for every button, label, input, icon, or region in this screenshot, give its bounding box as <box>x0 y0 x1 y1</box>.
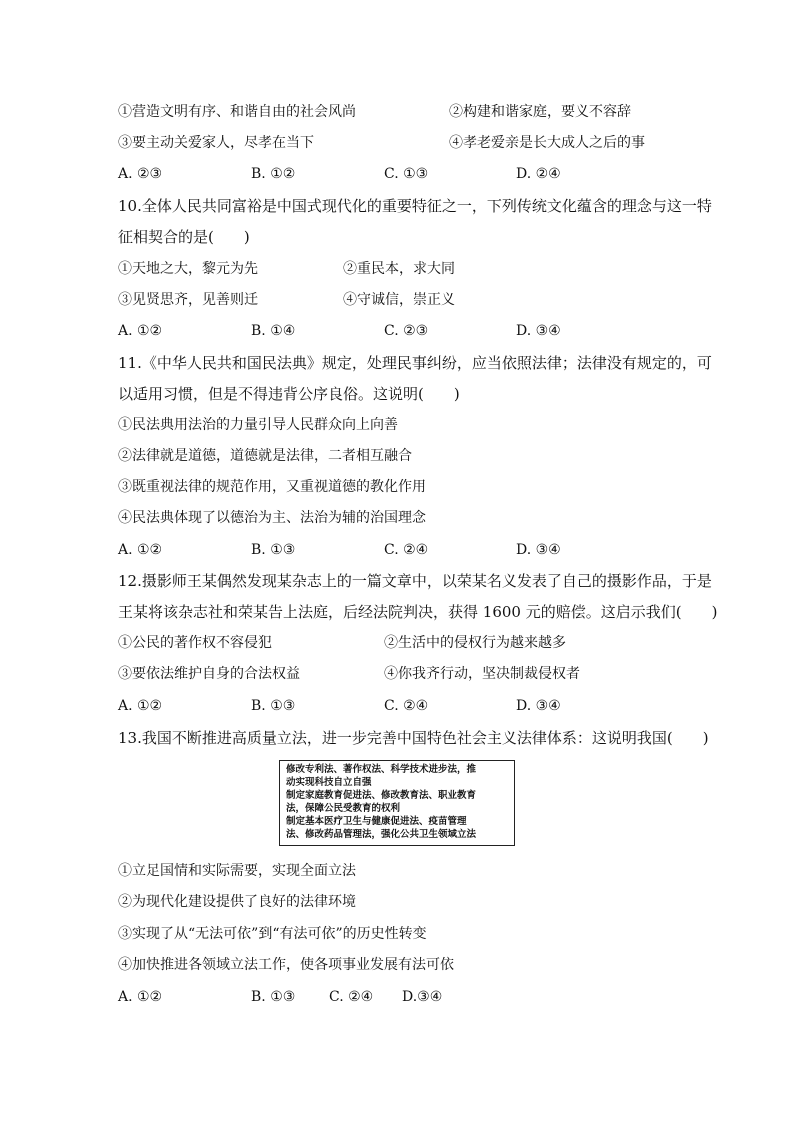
q13-choice-b: B. ①③ <box>251 989 296 1005</box>
q12-choice-a: A. ①② <box>118 698 163 714</box>
q12-stem-line-1: 12.摄影师王某偶然发现某杂志上的一篇文章中，以荣某名义发表了自己的摄影作品，于是 <box>118 572 712 590</box>
q9-option-3: ③要主动关爱家人，尽孝在当下 <box>118 135 314 151</box>
q12-choice-d: D. ③④ <box>516 698 561 714</box>
q13-option-4: ④加快推进各领域立法工作，使各项事业发展有法可依 <box>118 957 454 973</box>
q11-stem-line-1: 11.《中华人民共和国民法典》规定，处理民事纠纷，应当依照法律；法律没有规定的，可 <box>118 354 712 372</box>
q13-choice-d: D.③④ <box>402 989 443 1005</box>
q10-option-1: ①天地之大，黎元为先 <box>118 261 258 277</box>
q10-stem-line-1: 10.全体人民共同富裕是中国式现代化的重要特征之一，下列传统文化蕴含的理念与这一特 <box>118 197 712 215</box>
q13-stem: 13.我国不断推进高质量立法，进一步完善中国特色社会主义法律体系：这说明我国( ) <box>118 729 709 747</box>
q13-choice-c: C. ②④ <box>329 989 374 1005</box>
q11-choice-d: D. ③④ <box>516 542 561 558</box>
q12-choice-c: C. ②④ <box>384 698 429 714</box>
box-line: 修改专利法、著作权法、科学技术进步法，推 <box>286 764 477 775</box>
q13-option-1: ①立足国情和实际需要，实现全面立法 <box>118 863 356 879</box>
q11-choice-b: B. ①③ <box>251 542 296 558</box>
q12-option-4: ④你我齐行动，坚决制裁侵权者 <box>384 666 580 682</box>
box-line: 制定基本医疗卫生与健康促进法、疫苗管理 <box>286 816 467 827</box>
q11-option-2: ②法律就是道德，道德就是法律，二者相互融合 <box>118 448 412 464</box>
q10-choice-a: A. ①② <box>118 323 163 339</box>
q11-stem-line-2: 以适用习惯，但是不得违背公序良俗。这说明( ) <box>118 385 460 403</box>
q12-option-3: ③要依法维护自身的合法权益 <box>118 666 300 682</box>
q9-choice-c: C. ①③ <box>384 166 429 182</box>
q11-option-1: ①民法典用法治的力量引导人民群众向上向善 <box>118 417 398 433</box>
q13-option-2: ②为现代化建设提供了良好的法律环境 <box>118 894 356 910</box>
q10-choice-d: D. ③④ <box>516 323 561 339</box>
legislation-material-box <box>279 760 515 846</box>
q10-stem-line-2: 征相契合的是( ) <box>118 228 250 246</box>
q11-choice-a: A. ①② <box>118 542 163 558</box>
q11-option-4: ④民法典体现了以德治为主、法治为辅的治国理念 <box>118 510 426 526</box>
q12-option-2: ②生活中的侵权行为越来越多 <box>384 635 566 651</box>
q9-choice-a: A. ②③ <box>118 166 163 182</box>
box-line: 动实现科技自立自强 <box>286 777 372 788</box>
box-line: 法，保障公民受教育的权利 <box>286 803 401 814</box>
q11-choice-c: C. ②④ <box>384 542 429 558</box>
box-line: 法、修改药品管理法，强化公共卫生领域立法 <box>286 829 477 840</box>
q9-choice-b: B. ①② <box>251 166 296 182</box>
q10-option-2: ②重民本，求大同 <box>343 261 455 277</box>
box-line: 制定家庭教育促进法、修改教育法、职业教育 <box>286 790 477 801</box>
q9-option-2: ②构建和谐家庭，要义不容辞 <box>449 104 631 120</box>
q13-choice-a: A. ①② <box>118 989 163 1005</box>
q10-choice-b: B. ①④ <box>251 323 296 339</box>
q12-stem-line-2: 王某将该杂志社和荣某告上法庭，后经法院判决，获得 1600 元的赔偿。这启示我们( ) <box>118 603 718 621</box>
q10-choice-c: C. ②③ <box>384 323 429 339</box>
q9-option-4: ④孝老爱亲是长大成人之后的事 <box>449 135 645 151</box>
q9-choice-d: D. ②④ <box>516 166 561 182</box>
q11-option-3: ③既重视法律的规范作用，又重视道德的教化作用 <box>118 479 426 495</box>
q10-option-3: ③见贤思齐，见善则迁 <box>118 292 258 308</box>
q13-option-3: ③实现了从“无法可依”到“有法可依”的历史性转变 <box>118 926 427 942</box>
q9-option-1: ①营造文明有序、和谐自由的社会风尚 <box>118 104 356 120</box>
q10-option-4: ④守诚信，崇正义 <box>343 292 455 308</box>
q12-option-1: ①公民的著作权不容侵犯 <box>118 635 272 651</box>
q12-choice-b: B. ①③ <box>251 698 296 714</box>
